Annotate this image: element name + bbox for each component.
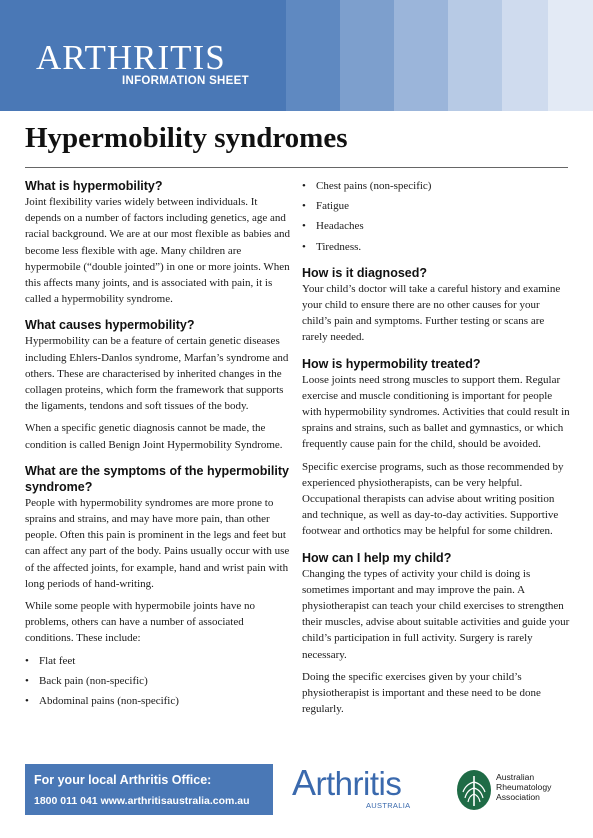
paragraph: Loose joints need strong muscles to support them. Regular exercise and muscle conditioning is important for people with hypermobility syndromes. Activities that could result in sprains and strains, such as ballet and gymnastics, or which frequently cause pain for the child, should be avoided.	[302, 373, 570, 451]
header-banner	[0, 0, 593, 111]
paragraph: Hypermobility can be a feature of certain genetic diseases including Ehlers-Danlos syndrome, Marfan’s syndrome and others. These are characterised by inherited changes in the collagen proteins, which form the framework that supports the ligaments, tendons and soft tissues of the body.	[25, 335, 289, 413]
title-divider	[25, 167, 568, 168]
rheumatology-association-logo	[455, 768, 575, 814]
banner-stripe	[394, 0, 448, 111]
arthritis-australia-logo	[292, 762, 442, 815]
list-item: • Tiredness.	[302, 239, 570, 255]
section-heading: What causes hypermobility?	[25, 318, 195, 333]
symptom-list	[25, 653, 293, 710]
logo-wordmark: Arthritis	[292, 762, 402, 803]
list-item: • Headaches	[302, 218, 570, 234]
banner-stripe	[502, 0, 548, 111]
list-item: • Chest pains (non-specific)	[302, 178, 570, 194]
banner-stripe	[340, 0, 394, 111]
contact-info[interactable]: 1800 011 041 www.arthritisaustralia.com.au	[34, 795, 250, 807]
banner-stripe	[548, 0, 593, 111]
list-item: • Back pain (non-specific)	[25, 673, 293, 689]
paragraph: Doing the specific exercises given by your child’s physiotherapist is important and these need to be done regularly.	[302, 670, 541, 716]
list-item: • Fatigue	[302, 198, 570, 214]
contact-box	[25, 764, 273, 815]
left-column	[25, 178, 293, 713]
section-heading: How is hypermobility treated?	[302, 356, 481, 371]
list-item: • Abdominal pains (non-specific)	[25, 693, 293, 709]
paragraph: People with hypermobility syndromes are more prone to sprains and strains, and may have more pain, than other people. Often this pain is prominent in the legs and feet but can affect any part of the body. Pains usually occur with use of the affected joints, for example, hand and wrist pain with long periods of hand-writing.	[25, 496, 290, 590]
symptom-list-continued	[302, 178, 570, 255]
list-item: • Flat feet	[25, 653, 293, 669]
section-heading: How is it diagnosed?	[302, 265, 428, 280]
brand-title: ARTHRITIS	[36, 38, 226, 77]
brand-subtitle: INFORMATION SHEET	[122, 75, 249, 87]
logo-subtext: AUSTRALIA	[366, 801, 411, 810]
banner-stripe	[448, 0, 502, 111]
right-column	[302, 178, 570, 723]
paragraph: Your child’s doctor will take a careful history and examine your child to ensure there are no other causes for your child’s pain and symptoms. Further testing or scans are rarely needed.	[302, 282, 561, 344]
paragraph: Specific exercise programs, such as those recommended by experienced physiotherapists, can be very helpful. Occupational therapists can advise about writing position and technique, as well as day-to-day activities. Supportive footwear and orthotics may be helpful for some children.	[302, 460, 564, 538]
section-heading: How can I help my child?	[302, 550, 452, 565]
page-title: Hypermobility syndromes	[25, 122, 348, 154]
paragraph: Joint flexibility varies widely between individuals. It depends on a number of factors including genetics, age and racial background. We are at our most flexible as babies and become less flexible with age. Many children are hypermobile (“double jointed”) in one or more joints. When this affects many joints, and is associated with pain, it is called a hypermobility syndrome.	[25, 196, 290, 306]
section-heading: What is hypermobility?	[25, 179, 163, 193]
office-label: For your local Arthritis Office:	[34, 773, 212, 787]
paragraph: Changing the types of activity your child is doing is sometimes important and may improve the pain. A physiotherapist can teach your child exercises to strengthen their muscles, advise about suitable activities and guide your child’s participation in full activity. Surgery is rarely necessary.	[302, 567, 570, 661]
section-heading: What are the symptoms of the hypermobility syndrome?	[25, 463, 289, 494]
banner-stripe	[286, 0, 340, 111]
ara-emblem-icon	[455, 768, 493, 812]
paragraph: When a specific genetic diagnosis cannot be made, the condition is called Benign Joint Hypermobility Syndrome.	[25, 422, 283, 451]
paragraph: While some people with hypermobile joints have no problems, others can have a number of associated conditions. These include:	[25, 600, 256, 645]
ara-text: Australian Rheumatology Association	[496, 772, 552, 802]
